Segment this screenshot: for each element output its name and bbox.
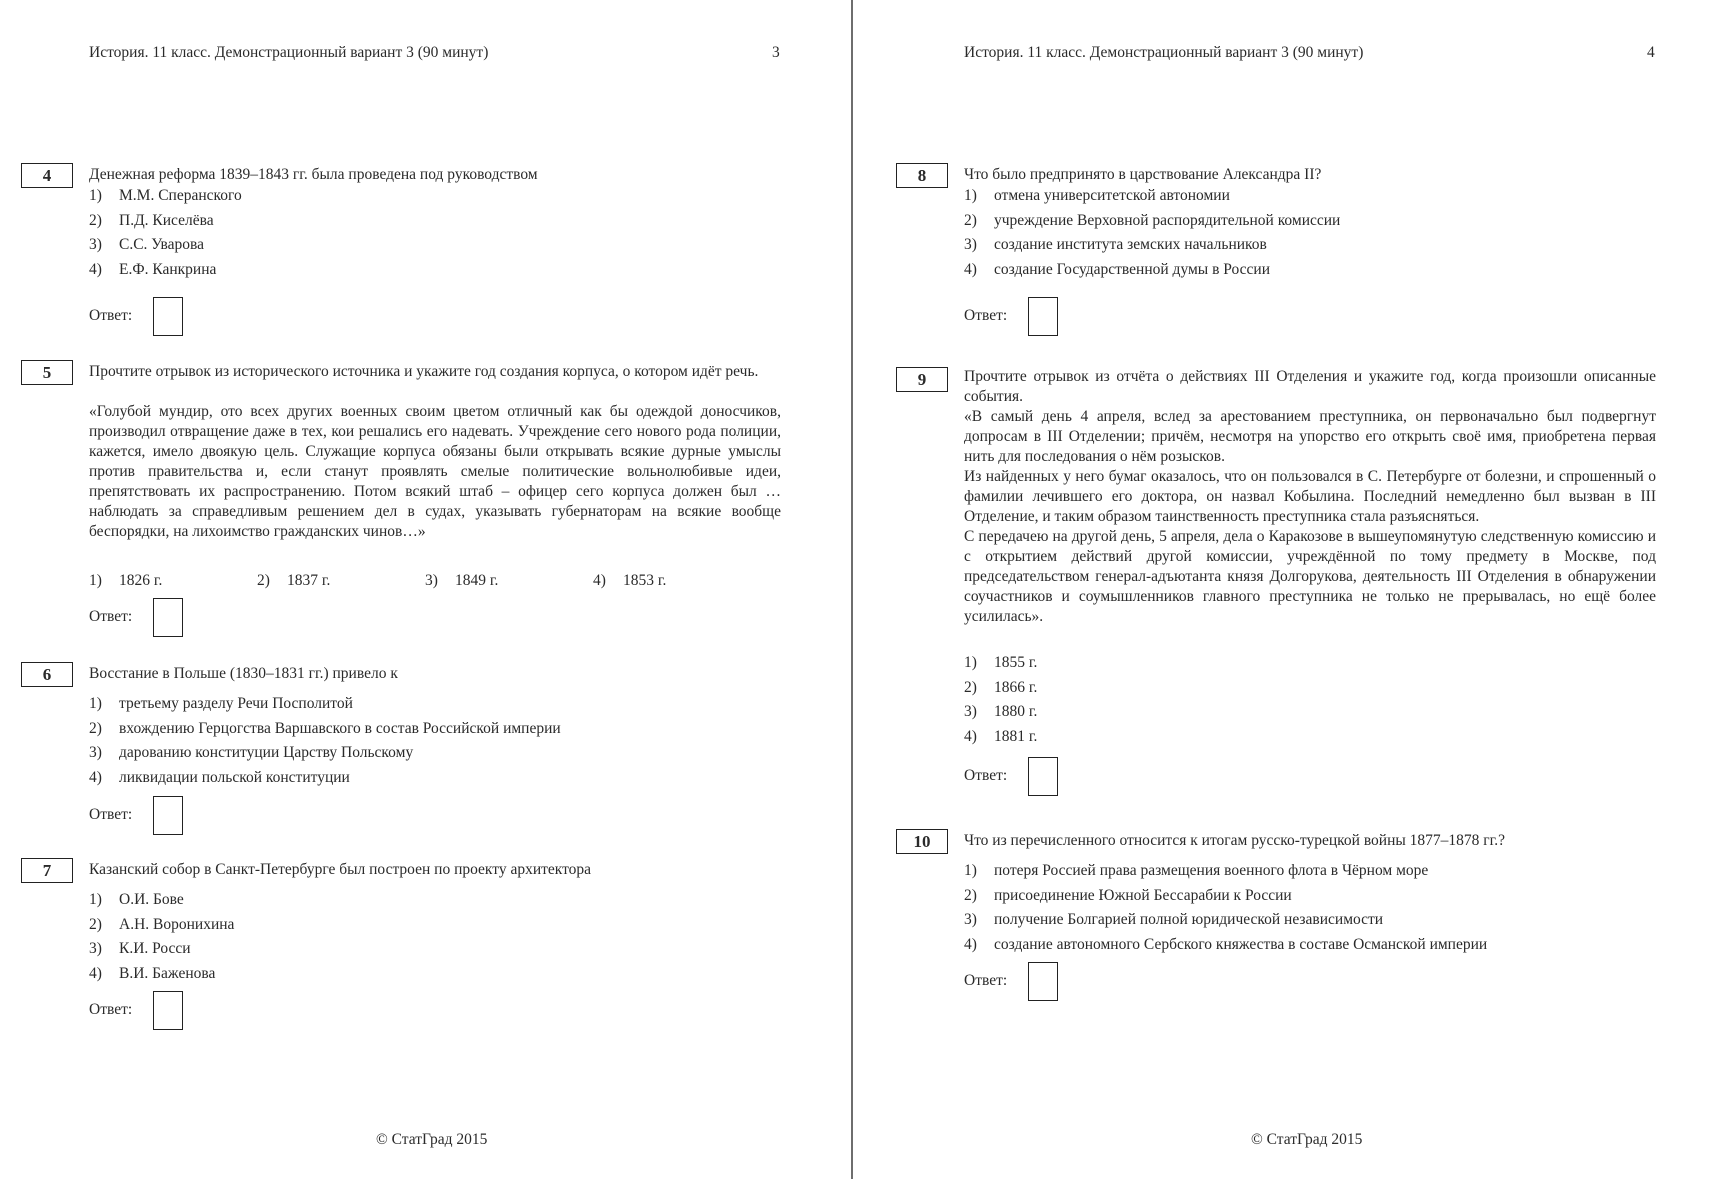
answer-label: Ответ: [964, 767, 1008, 784]
option-2[interactable]: 2) П.Д. Киселёва [89, 211, 214, 229]
page-footer: © СтатГрад 2015 [1251, 1131, 1363, 1148]
options-list [89, 888, 234, 986]
task-number: 6 [21, 662, 73, 687]
answer-label: Ответ: [89, 608, 133, 625]
answer-label: Ответ: [964, 307, 1008, 324]
page-header: История. 11 класс. Демонстрационный вариант 3 (90 минут) [964, 44, 1364, 61]
option-3[interactable]: 3) К.И. Росси [89, 940, 191, 957]
source-excerpt [964, 407, 1656, 627]
excerpt-paragraph: Из найденных у него бумаг оказалось, что он пользовался в С. Петербурге от болезни, и спрошенный о фамилии лечившего его доктора, он назвал Кобылина. Последний немедленно был вызван в III Отделение, и таким образом таинственность преступника стала разъясняться. [964, 468, 1656, 525]
task-number: 5 [21, 360, 73, 385]
option-3[interactable]: 3) дарованию конституции Царству Польскому [89, 744, 414, 761]
option-2[interactable]: 2) 1837 г. [257, 572, 331, 589]
answer-box[interactable] [153, 796, 183, 835]
options-list [89, 692, 561, 790]
option-1[interactable]: 1) М.М. Сперанского [89, 187, 242, 204]
task-number: 7 [21, 858, 73, 883]
question-text: Казанский собор в Санкт-Петербурге был построен по проекту архитектора [89, 861, 592, 878]
option-1[interactable]: 1) 1855 г. [964, 654, 1038, 671]
option-4[interactable]: 4) В.И. Баженова [89, 964, 216, 982]
answer-box[interactable] [153, 297, 183, 336]
left-page [0, 0, 851, 1179]
option-3[interactable]: 3) С.С. Уварова [89, 236, 205, 253]
option-1[interactable]: 1) О.И. Бове [89, 891, 184, 908]
option-3[interactable]: 3) 1880 г. [964, 703, 1038, 720]
task-number: 4 [21, 163, 73, 188]
excerpt-paragraph: С передачею на другой день, 5 апреля, дела о Каракозове в вышеупомянутую следственную комиссию и с открытием действий другой комиссии, учреждённой по тому предмету в Москве, под председательством генерал-адъютанта князя Долгорукова, деятельность III Отделения в обнаружении соучастников и соумышленников главного преступника не только не прерывалась, но ещё более усилилась». [964, 528, 1656, 625]
option-1[interactable]: 1) третьему разделу Речи Посполитой [89, 695, 353, 712]
source-excerpt: «Голубой мундир, ото всех других военных своим цветом отличный как бы одеждой доносчиков, производил отвращение даже в тех, кои решались его надевать. Учреждение сего нового рода полиции, кажется, имело двоякую цель. Служащие корпуса обязаны были открывать всякие дурные умыслы против правительства и, если станут проявлять смелые политические вольнолюбивые идеи, препятствовать их распространению. Потом всякий штаб – офицер сего корпуса должен был …наблюдать за справедливым решением дел в судах, указывать губернаторам на всякие вообще беспорядки, на лихоимство гражданских чинов…» [89, 403, 781, 540]
question-text: Денежная реформа 1839–1843 гг. была проведена под руководством [89, 166, 538, 183]
answer-box[interactable] [153, 598, 183, 637]
task-number: 8 [896, 163, 948, 188]
answer-box[interactable] [1028, 757, 1058, 796]
question-text: Прочтите отрывок из отчёта о действиях III Отделения и укажите год, когда произошли описанные события. [964, 368, 1656, 405]
option-1[interactable]: 1) потеря Россией права размещения военного флота в Чёрном море [964, 862, 1429, 879]
task-number: 10 [896, 829, 948, 854]
answer-label: Ответ: [89, 1001, 133, 1018]
question-text: Восстание в Польше (1830–1831 гг.) привело к [89, 665, 398, 682]
option-2[interactable]: 2) 1866 г. [964, 678, 1038, 696]
answer-label: Ответ: [89, 806, 133, 823]
excerpt-paragraph: «В самый день 4 апреля, вслед за арестованием преступника, он первоначально был подвергнут допросам в III Отделении; причём, несмотря на упорство его открыть своё имя, приобретена первая нить для последования о нём розысков. [964, 408, 1656, 465]
option-3[interactable]: 3) получение Болгарией полной юридической независимости [964, 911, 1384, 928]
option-4[interactable]: 4) Е.Ф. Канкрина [89, 260, 217, 278]
page-footer: © СтатГрад 2015 [376, 1131, 488, 1148]
option-2[interactable]: 2) учреждение Верховной распорядительной комиссии [964, 211, 1341, 229]
answer-label: Ответ: [89, 307, 133, 324]
option-1[interactable]: 1) отмена университетской автономии [964, 187, 1230, 204]
task-number: 9 [896, 367, 948, 392]
option-4[interactable]: 4) 1853 г. [593, 572, 667, 589]
answer-box[interactable] [1028, 962, 1058, 1001]
option-4[interactable]: 4) создание Государственной думы в России [964, 260, 1270, 278]
question-text: Прочтите отрывок из исторического источника и укажите год создания корпуса, о котором идёт речь. [89, 363, 759, 380]
answer-box[interactable] [1028, 297, 1058, 336]
question-text: Что было предпринято в царствование Александра II? [964, 166, 1322, 183]
option-2[interactable]: 2) А.Н. Воронихина [89, 915, 235, 933]
option-2[interactable]: 2) присоединение Южной Бессарабии к России [964, 886, 1292, 904]
option-4[interactable]: 4) 1881 г. [964, 727, 1038, 745]
page-header: История. 11 класс. Демонстрационный вариант 3 (90 минут) [89, 44, 489, 61]
option-2[interactable]: 2) вхождению Герцогства Варшавского в состав Российской империи [89, 719, 561, 737]
option-3[interactable]: 3) 1849 г. [425, 572, 499, 589]
answer-box[interactable] [153, 991, 183, 1030]
question-text: Что из перечисленного относится к итогам русско-турецкой войны 1877–1878 гг.? [964, 832, 1506, 849]
options-list [964, 651, 1037, 749]
options-list [964, 859, 1487, 957]
option-4[interactable]: 4) ликвидации польской конституции [89, 768, 350, 786]
option-4[interactable]: 4) создание автономного Сербского княжества в составе Османской империи [964, 935, 1488, 953]
options-list [89, 184, 242, 282]
answer-label: Ответ: [964, 972, 1008, 989]
page-number: 4 [1647, 44, 1655, 61]
options-list [964, 184, 1340, 282]
right-page [853, 0, 1714, 1179]
option-3[interactable]: 3) создание института земских начальников [964, 236, 1267, 253]
option-1[interactable]: 1) 1826 г. [89, 572, 163, 589]
page-number: 3 [772, 44, 780, 61]
